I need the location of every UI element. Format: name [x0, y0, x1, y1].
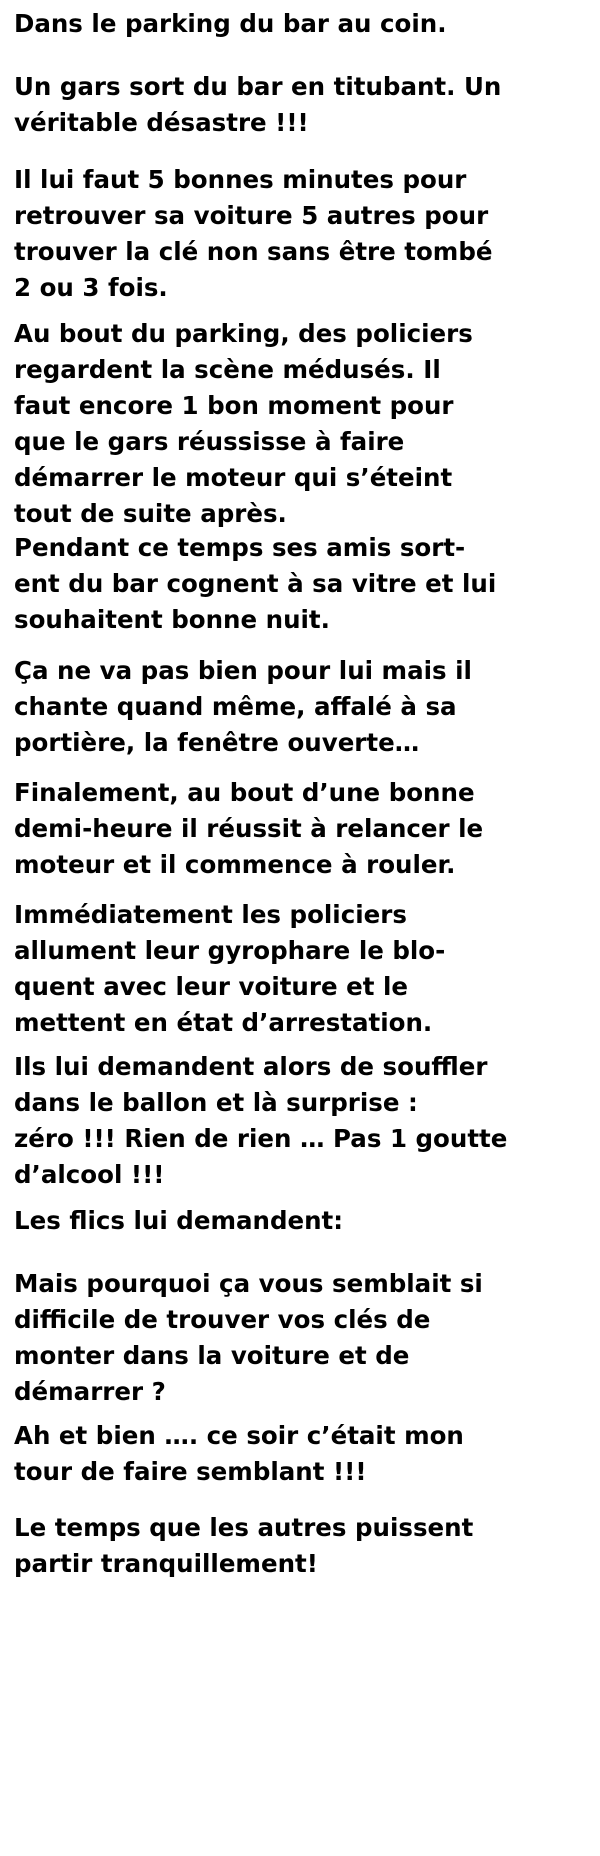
paragraph-8: Immédiatement les policiers allument leur gyrophare le blo- quent avec leur voiture et le mettent en état d’arrestation. — [14, 900, 446, 1037]
paragraph-6: Ça ne va pas bien pour lui mais il chante quand même, affalé à sa portière, la fenêtre ouverte… — [14, 656, 472, 757]
paragraph-5: Pendant ce temps ses amis sort- ent du bar cognent à sa vitre et lui souhaitent bonne nuit. — [14, 533, 497, 634]
paragraph-4: Au bout du parking, des policiers regardent la scène médusés. Il faut encore 1 bon moment pour que le gars réussisse à faire démarrer le moteur qui s’éteint tout de suite après. — [14, 319, 473, 528]
paragraph-2: Un gars sort du bar en titubant. Un véritable désastre !!! — [14, 72, 502, 137]
paragraph-12: Ah et bien …. ce soir c’était mon tour de faire semblant !!! — [14, 1421, 464, 1486]
paragraph-3: Il lui faut 5 bonnes minutes pour retrouver sa voiture 5 autres pour trouver la clé non sans être tombé 2 ou 3 fois. — [14, 165, 493, 302]
paragraph-7: Finalement, au bout d’une bonne demi-heure il réussit à relancer le moteur et il commence à rouler. — [14, 778, 484, 879]
paragraph-10: Les flics lui demandent: — [14, 1206, 344, 1235]
paragraph-9: Ils lui demandent alors de souffler dans le ballon et là surprise : zéro !!! Rien de rien … Pas 1 goutte d’alcool !!! — [14, 1052, 508, 1189]
paragraph-13: Le temps que les autres puissent partir tranquillement! — [14, 1513, 474, 1578]
paragraph-11: Mais pourquoi ça vous semblait si difficile de trouver vos clés de monter dans la voiture et de démarrer ? — [14, 1269, 483, 1406]
paragraph-1: Dans le parking du bar au coin. — [14, 9, 447, 38]
